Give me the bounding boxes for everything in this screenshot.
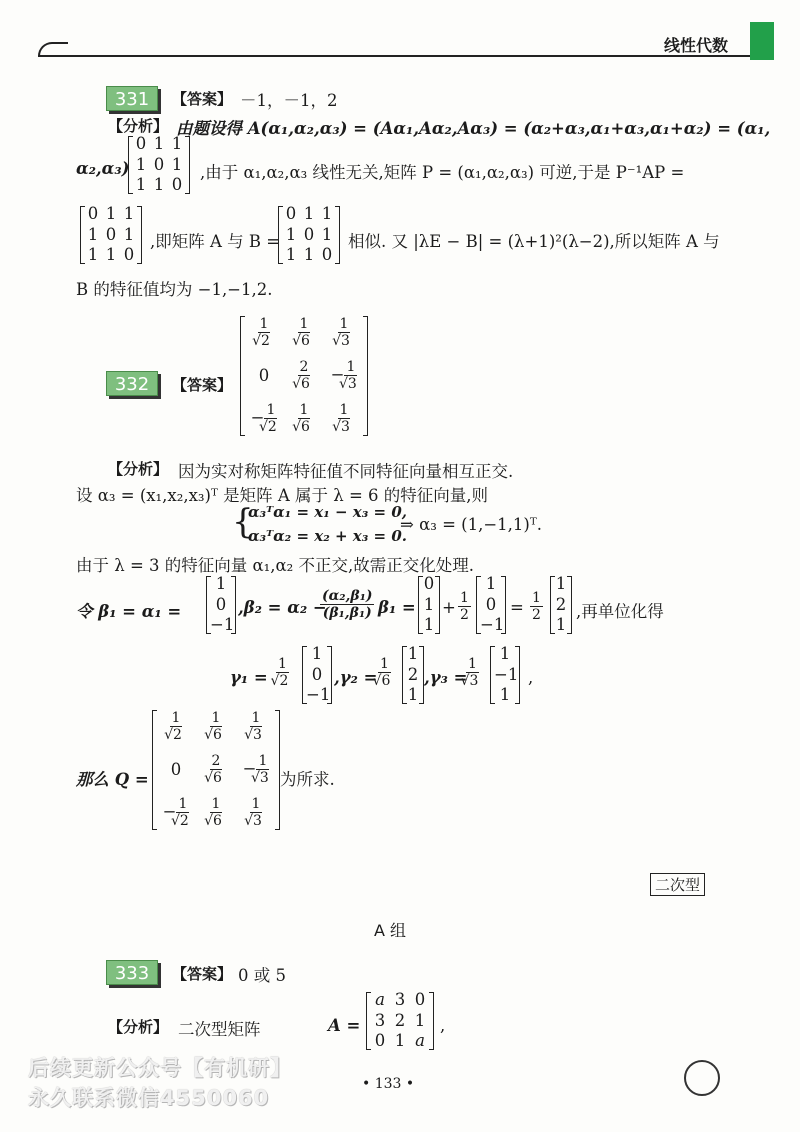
problem-332-number: 332 <box>106 371 158 396</box>
p331-line2-pre: α₂,α₃) <box>76 159 130 178</box>
vector-gamma2: 1 2 1 <box>402 646 424 704</box>
equals-sign: = <box>510 598 524 617</box>
half-frac-1: $\frac{1}{2}$ <box>460 590 469 624</box>
system-result: ⇒ α₃ = (1,−1,1)ᵀ. <box>400 515 542 534</box>
vector-beta2: 1 2 1 <box>550 576 572 634</box>
header-rule <box>38 55 758 57</box>
section-label: 二次型 <box>650 873 705 896</box>
system-eq2: α₃ᵀα₂ = x₂ + x₃ = 0. <box>248 527 407 545</box>
vector-alpha2: 0 1 1 <box>418 576 440 634</box>
half-frac-2: $\frac{1}{2}$ <box>532 590 541 624</box>
matrix-331-b: 0 1 1 1 0 1 1 1 0 <box>80 206 142 264</box>
answer-333: 0 或 5 <box>238 966 286 985</box>
page-number: • 133 • <box>362 1076 415 1092</box>
answer-tag: 【答案】 <box>172 376 233 394</box>
gamma1-coef: 1 √ 2 <box>276 656 289 689</box>
smiley-stamp-icon <box>684 1060 720 1096</box>
p333-line1: 二次型矩阵 <box>178 1020 261 1039</box>
vector-gamma1: 1 0 −1 <box>302 646 332 704</box>
gamma3-coef: 1 √ 3 <box>466 656 479 689</box>
p331-line2-post: ,由于 α₁,α₂,α₃ 线性无关,矩阵 P = (α₁,α₂,α₃) 可逆,于是 P⁻¹AP = <box>200 163 685 182</box>
p332-line3: 由于 λ = 3 的特征向量 α₁,α₂ 不正交,故需正交化处理. <box>76 556 474 575</box>
plus-sign: + <box>442 598 456 617</box>
proj-frac: $\frac{\text{(α₂,β₁)}}{\text{(β₁,β₁)}}$ <box>322 588 373 622</box>
p331-line3-post: 相似. 又 |λE − B| = (λ+1)²(λ−2),所以矩阵 A 与 <box>348 232 720 251</box>
system-brace: { <box>232 502 254 542</box>
system-eq1: α₃ᵀα₁ = x₁ − x₃ = 0, <box>248 503 407 521</box>
analysis-tag: 【分析】 <box>108 117 169 135</box>
gamma2-label: ,γ₂ = <box>334 668 378 687</box>
header-title: 线性代数 <box>664 36 729 55</box>
watermark-line2: 永久联系微信4550060 <box>28 1086 270 1110</box>
watermark-line1: 后续更新公众号【有机研】 <box>28 1056 292 1080</box>
answer-tag: 【答案】 <box>172 965 233 983</box>
analysis-tag: 【分析】 <box>108 460 169 478</box>
q-matrix-answer: 1 √ 2 1 √ 6 1 √ 3 0 2 √ 6 − 1 √ 3 − 1 √ 2 1 √ 6 1 √ 3 <box>240 316 368 436</box>
beta1-eq: β₁ = <box>378 598 416 617</box>
beta1-label: 令 β₁ = α₁ = <box>76 602 182 621</box>
gamma-end: , <box>528 668 534 687</box>
chapter-tab <box>750 22 774 60</box>
q-cell: 1 √ 2 <box>258 316 271 349</box>
q-matrix-final: 1 √ 2 1 √ 6 1 √ 3 0 2 √ 6 − 1 √ 3 − 1 √ 2 1 √ 6 1 √ 3 <box>152 710 280 830</box>
vector-beta1: 1 0 −1 <box>476 576 506 634</box>
beta2-label: ,β₂ = α₂ − <box>238 598 327 617</box>
matrix-331-c: 0 1 1 1 0 1 1 1 0 <box>278 206 340 264</box>
vector-alpha1: 1 0 −1 <box>206 576 236 634</box>
gamma1-label: γ₁ = <box>230 668 268 687</box>
matrix-331-a: 0 1 1 1 0 1 1 1 0 <box>128 136 190 194</box>
p331-line1: 由题设得 A(α₁,α₂,α₃) = (Aα₁,Aα₂,Aα₃) = (α₂+α₃,α₁+α₃,α₁+α₂) = (α₁, <box>176 119 771 138</box>
a-eq: A = <box>328 1016 361 1035</box>
gamma2-coef: 1 √ 6 <box>378 656 391 689</box>
problem-331-number: 331 <box>106 86 158 111</box>
matrix-333: a 3 0 3 2 1 0 1 a <box>366 992 434 1050</box>
gamma3-label: ,γ₃ = <box>424 668 468 687</box>
p331-line4: B 的特征值均为 −1,−1,2. <box>76 280 273 299</box>
analysis-tag: 【分析】 <box>108 1018 169 1036</box>
p331-line3-mid: ,即矩阵 A 与 B = <box>150 232 281 251</box>
q-end: 为所求. <box>280 770 335 789</box>
group-heading: A 组 <box>374 921 407 940</box>
answer-tag: 【答案】 <box>172 90 233 108</box>
p332-line1: 因为实对称矩阵特征值不同特征向量相互正交. <box>178 462 514 481</box>
q-label: 那么 Q = <box>76 770 149 789</box>
normalize-text: ,再单位化得 <box>576 602 664 621</box>
vector-gamma3: 1 −1 1 <box>490 646 520 704</box>
answer-331: －1，－1，2 <box>240 91 338 110</box>
problem-333-number: 333 <box>106 960 158 985</box>
a-end: , <box>440 1016 446 1035</box>
p332-line2: 设 α₃ = (x₁,x₂,x₃)ᵀ 是矩阵 A 属于 λ = 6 的特征向量,则 <box>76 486 489 505</box>
header-curve <box>38 42 68 56</box>
